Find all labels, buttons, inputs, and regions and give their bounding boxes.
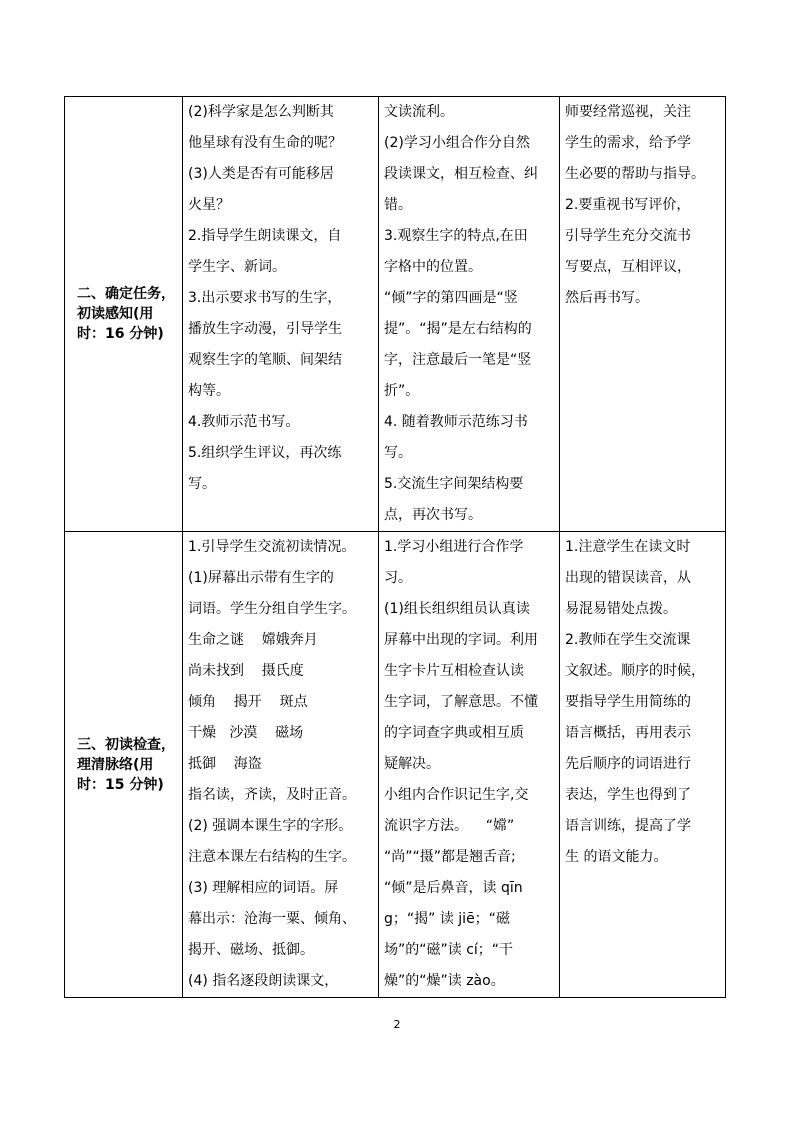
- cell-text-line: 提”。“揭”是左右结构的: [384, 321, 532, 337]
- student-activity-cell: [379, 97, 560, 532]
- cell-text-line: 要指导学生用简练的: [565, 694, 691, 710]
- cell-text-line: 注意本课左右结构的生字。: [188, 849, 356, 865]
- cell-text-line: 师要经常巡视，关注: [565, 104, 691, 120]
- cell-text-line: 语言概括，再用表示: [565, 725, 691, 741]
- cell-text-line: (1)屏幕出示带有生字的: [188, 570, 334, 586]
- cell-text-line: 2.教师在学生交流课: [565, 632, 691, 648]
- cell-text-line: 1.注意学生在读文时: [565, 539, 691, 555]
- cell-text-line: g；“揭” 读 jiē；“磁: [384, 911, 510, 927]
- cell-text-line: 词语。学生分组自学生字。: [188, 601, 356, 617]
- cell-text-line: 1.引导学生交流初读情况。: [188, 539, 356, 555]
- cell-text-line: 疑解决。: [384, 756, 440, 772]
- cell-text-line: 引导学生充分交流书: [565, 228, 691, 244]
- cell-text-line: 屏幕中出现的字词。利用: [384, 632, 538, 648]
- cell-text-line: 生字词，了解意思。不懂: [384, 694, 538, 710]
- cell-text-line: 4. 随着教师示范练习书: [384, 414, 528, 430]
- cell-text-line: (1)组长组织组员认真读: [384, 601, 530, 617]
- cell-text-line: (2)学习小组合作分自然: [384, 135, 530, 151]
- cell-text-line: 抵御 海盗: [188, 756, 262, 772]
- cell-text-line: “尚”“摄”都是翘舌音;: [384, 849, 516, 865]
- stage-cell: 三、初读检查，理清脉络(用时：15 分钟): [65, 532, 183, 998]
- cell-text-line: 的字词查字典或相互质: [384, 725, 524, 741]
- cell-text-line: 然后再书写。: [565, 290, 649, 306]
- cell-text-line: 2.要重视书写评价，: [565, 197, 691, 213]
- student-activity-cell: [379, 532, 560, 998]
- cell-text-line: (3) 理解相应的词语。屏: [188, 880, 339, 896]
- cell-text-line: 习。: [384, 570, 412, 586]
- table-row: [65, 532, 726, 998]
- cell-text-line: 错。: [384, 197, 412, 213]
- cell-text-line: 文读流利。: [384, 104, 454, 120]
- cell-text-line: “倾”是后鼻音，读 qīn: [384, 880, 523, 896]
- cell-text-line: (2) 强调本课生字的字形。: [188, 818, 353, 834]
- cell-text-line: 字格中的位置。: [384, 259, 482, 275]
- cell-text-line: 出现的错误读音，从: [565, 570, 691, 586]
- cell-text-line: 生命之谜 嫦娥奔月: [188, 632, 318, 648]
- cell-text-line: 他星球有没有生命的呢？: [188, 135, 342, 151]
- cell-text-line: 观察生字的笔顺、间架结: [188, 352, 342, 368]
- cell-text-line: 易混易错处点拨。: [565, 601, 677, 617]
- teacher-activity-cell: [183, 532, 379, 998]
- cell-text-line: 点，再次书写。: [384, 507, 482, 523]
- cell-text-line: 折”。: [384, 383, 420, 399]
- cell-text-line: 表达，学生也得到了: [565, 787, 691, 803]
- cell-text-line: 播放生字动漫，引导学生: [188, 321, 342, 337]
- cell-text-line: 3.观察生字的特点,在田: [384, 228, 528, 244]
- cell-text-line: 生 的语文能力。: [565, 849, 668, 865]
- cell-text-line: 1.学习小组进行合作学: [384, 539, 524, 555]
- cell-text-line: 指名读，齐读，及时正音。: [188, 787, 356, 803]
- cell-text-line: “倾”字的第四画是“竖: [384, 290, 518, 306]
- cell-text-line: 4.教师示范书写。: [188, 414, 300, 430]
- cell-text-line: 小组内合作识记生字,交: [384, 787, 529, 803]
- cell-text-line: 先后顺序的词语进行: [565, 756, 691, 772]
- cell-text-line: 文叙述。顺序的时候，: [565, 663, 705, 679]
- cell-text-line: 学生的需求，给予学: [565, 135, 691, 151]
- cell-text-line: 流识字方法。 “嫦”: [384, 818, 515, 834]
- cell-text-line: 学生字、新词。: [188, 259, 286, 275]
- teacher-activity-cell: [183, 97, 379, 532]
- cell-text-line: 场”的“磁”读 cí；“干: [384, 942, 514, 958]
- cell-text-line: 生字卡片互相检查认读: [384, 663, 524, 679]
- cell-text-line: 语言训练，提高了学: [565, 818, 691, 834]
- cell-text-line: 干燥 沙漠 磁场: [188, 725, 304, 741]
- cell-text-line: 揭开、磁场、抵御。: [188, 942, 314, 958]
- cell-text-line: 倾角 揭开 斑点: [188, 694, 308, 710]
- cell-text-line: 幕出示：沧海一粟、倾角、: [188, 911, 356, 927]
- design-notes-cell: [560, 532, 726, 998]
- design-notes-cell: [560, 97, 726, 532]
- cell-text-line: 2.指导学生朗读课文，自: [188, 228, 342, 244]
- page-number: 2: [393, 1018, 401, 1031]
- cell-text-line: 写。: [188, 476, 216, 492]
- cell-text-line: 写要点，互相评议，: [565, 259, 691, 275]
- cell-text-line: 生必要的帮助与指导。: [565, 166, 705, 182]
- cell-text-line: 3.出示要求书写的生字，: [188, 290, 342, 306]
- cell-text-line: 构等。: [188, 383, 230, 399]
- cell-text-line: 写。: [384, 445, 412, 461]
- cell-text-line: (4) 指名逐段朗读课文，: [188, 973, 339, 989]
- cell-text-line: 段读课文，相互检查、纠: [384, 166, 538, 182]
- lesson-plan-table: [64, 96, 726, 998]
- cell-text-line: (2)科学家是怎么判断其: [188, 104, 334, 120]
- cell-text-line: 燥”的“燥”读 zào。: [384, 973, 505, 989]
- cell-text-line: (3)人类是否有可能移居: [188, 166, 334, 182]
- stage-cell: 二、确定任务，初读感知(用时：16 分钟): [65, 97, 183, 532]
- cell-text-line: 5.组织学生评议，再次练: [188, 445, 342, 461]
- cell-text-line: 尚未找到 摄氏度: [188, 663, 304, 679]
- table-row: [65, 97, 726, 532]
- cell-text-line: 5.交流生字间架结构要: [384, 476, 524, 492]
- cell-text-line: 火星？: [188, 197, 230, 213]
- cell-text-line: 字，注意最后一笔是“竖: [384, 352, 532, 368]
